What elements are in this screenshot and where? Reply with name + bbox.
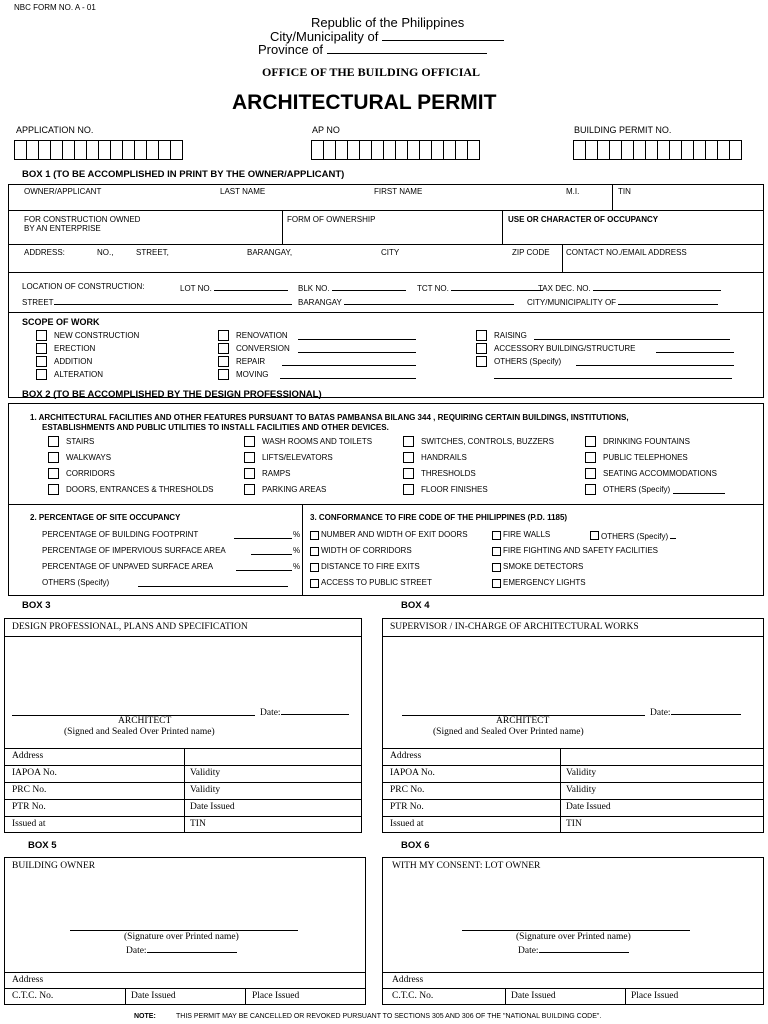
blk-no-field[interactable] <box>332 282 406 291</box>
box4-date: Date: <box>650 706 741 719</box>
application-no-label: APPLICATION NO. <box>16 125 94 135</box>
city-label: City/Municipality of <box>270 29 504 44</box>
detail-label: PTR No. <box>12 802 46 812</box>
note-text: THIS PERMIT MAY BE CANCELLED OR REVOKED PURSUANT TO SECTIONS 305 AND 306 OF THE "NATIONAL BUILDING CODE". <box>176 1013 602 1020</box>
detail-label: PRC No. <box>390 785 425 795</box>
box3-date: Date: <box>260 706 349 719</box>
specify-line[interactable] <box>576 357 734 366</box>
checkbox-label: SEATING ACCOMMODATIONS <box>603 469 717 478</box>
checkbox-label: FLOOR FINISHES <box>421 485 488 494</box>
checkbox-square[interactable] <box>218 330 229 341</box>
checkbox-label: DRINKING FOUNTAINS <box>603 437 690 446</box>
checkbox-fire-fighting-and-safety-facilities[interactable] <box>492 546 658 556</box>
form-number: NBC FORM NO. A - 01 <box>14 3 96 12</box>
street-field[interactable] <box>54 296 292 305</box>
office-title: OFFICE OF THE BUILDING OFFICIAL <box>262 65 481 79</box>
city-field[interactable] <box>382 32 504 41</box>
last-name-label: LAST NAME <box>220 187 266 196</box>
box5-title: BUILDING OWNER <box>12 861 96 871</box>
ap-no-label: AP NO <box>312 125 340 135</box>
checkbox-access-to-public-street[interactable] <box>310 578 432 588</box>
address-city-label: CITY <box>381 248 400 257</box>
specify-line[interactable] <box>280 370 416 379</box>
checkbox-square[interactable] <box>218 343 229 354</box>
checkbox-label: DOORS, ENTRANCES & THRESHOLDS <box>66 485 214 494</box>
location-label: LOCATION OF CONSTRUCTION: <box>22 282 145 291</box>
checkbox-square[interactable] <box>476 356 487 367</box>
checkbox-square[interactable] <box>48 452 59 463</box>
checkbox-label: ALTERATION <box>54 370 104 379</box>
barangay-field[interactable] <box>344 296 514 305</box>
box5-address-label: Address <box>12 975 44 985</box>
detail-label: IAPOA No. <box>390 768 435 778</box>
building-permit-no-field[interactable] <box>573 140 742 160</box>
detail-label: PRC No. <box>12 785 47 795</box>
box5-signature-caption: (Signature over Printed name) <box>124 932 239 942</box>
box4-details-table <box>382 748 764 833</box>
checkbox-label: DISTANCE TO FIRE EXITS <box>321 562 420 571</box>
republic-label: Republic of the Philippines <box>311 15 465 30</box>
checkbox-label: PUBLIC TELEPHONES <box>603 453 688 462</box>
box6-label: BOX 6 <box>401 840 430 851</box>
detail-label: Validity <box>190 768 221 778</box>
box6-place-issued-label: Place Issued <box>631 991 679 1001</box>
specify-line[interactable] <box>656 344 734 353</box>
checkbox-emergency-lights[interactable] <box>492 578 586 588</box>
box6-signature-caption: (Signature over Printed name) <box>516 932 631 942</box>
checkbox-square[interactable] <box>218 369 229 380</box>
tct-no-label: TCT NO. <box>417 282 543 294</box>
checkbox-label: STAIRS <box>66 437 95 446</box>
note-label: NOTE: <box>134 1013 156 1020</box>
tct-no-field[interactable] <box>451 282 543 291</box>
checkbox-label: EMERGENCY LIGHTS <box>503 578 586 587</box>
checkbox-square[interactable] <box>585 484 596 495</box>
box5-date: Date: <box>126 944 237 957</box>
detail-label: Validity <box>566 785 597 795</box>
checkbox-square[interactable] <box>218 356 229 367</box>
checkbox-label: WALKWAYS <box>66 453 112 462</box>
site-occupancy-label: PERCENTAGE OF IMPERVIOUS SURFACE AREA <box>42 546 226 555</box>
checkbox-square[interactable] <box>48 436 59 447</box>
detail-label: Validity <box>566 768 597 778</box>
checkbox-label: ACCESSORY BUILDING/STRUCTURE <box>494 344 636 353</box>
checkbox-label: PARKING AREAS <box>262 485 327 494</box>
percent-sign: % <box>293 530 301 539</box>
checkbox-square[interactable] <box>403 468 414 479</box>
address-street-label: STREET, <box>136 248 169 257</box>
detail-label: Address <box>390 751 422 761</box>
fire-code-title: 3. CONFORMANCE TO FIRE CODE OF THE PHILIPPINES (P.D. 1185) <box>310 513 568 522</box>
box6-frame <box>382 857 764 1005</box>
checkbox-label: RENOVATION <box>236 331 288 340</box>
checkbox-label: HANDRAILS <box>421 453 467 462</box>
checkbox-width-of-corridors[interactable] <box>310 546 412 556</box>
checkbox-label: ACCESS TO PUBLIC STREET <box>321 578 432 587</box>
enterprise-label-1: FOR CONSTRUCTION OWNED <box>24 215 141 224</box>
site-occupancy-field[interactable] <box>251 546 292 555</box>
checkbox-label: MOVING <box>236 370 269 379</box>
detail-label: TIN <box>190 819 206 829</box>
box4-architect: ARCHITECT <box>496 716 550 726</box>
checkbox-distance-to-fire-exits[interactable] <box>310 562 420 572</box>
site-occupancy-item <box>42 530 301 540</box>
enterprise-label-2: BY AN ENTERPRISE <box>24 224 101 233</box>
specify-line[interactable] <box>534 331 730 340</box>
checkbox-square[interactable] <box>403 436 414 447</box>
checkbox-label: FIRE WALLS <box>503 530 551 539</box>
site-occupancy-label: PERCENTAGE OF BUILDING FOOTPRINT <box>42 530 199 539</box>
checkbox-label: LIFTS/ELEVATORS <box>262 453 333 462</box>
checkbox-square[interactable] <box>36 369 47 380</box>
checkbox-square[interactable] <box>48 484 59 495</box>
specify-line[interactable] <box>298 344 416 353</box>
city-municipality-label: CITY/MUNICIPALITY OF <box>527 296 718 308</box>
specify-line[interactable] <box>282 357 416 366</box>
checkbox-label: NUMBER AND WIDTH OF EXIT DOORS <box>321 530 468 539</box>
site-occupancy-item <box>42 546 301 556</box>
site-occupancy-label: OTHERS (Specify) <box>42 578 110 587</box>
checkbox-label: SMOKE DETECTORS <box>503 562 584 571</box>
checkbox-square[interactable] <box>244 468 255 479</box>
detail-label: IAPOA No. <box>12 768 57 778</box>
site-occupancy-field[interactable] <box>234 530 292 539</box>
detail-label: Issued at <box>12 819 46 829</box>
address-barangay-label: BARANGAY, <box>247 248 293 257</box>
checkbox-number-and-width-of-exit-doors[interactable] <box>310 530 468 540</box>
detail-label: Date Issued <box>566 802 611 812</box>
box6-date: Date: <box>518 944 629 957</box>
checkbox-square[interactable] <box>36 356 47 367</box>
address-no-label: NO., <box>97 248 114 257</box>
form-ownership-label: FORM OF OWNERSHIP <box>287 215 376 224</box>
checkbox-label: ADDITION <box>54 357 93 366</box>
box6-title: WITH MY CONSENT: LOT OWNER <box>392 861 541 871</box>
box6-date-issued-label: Date Issued <box>511 991 556 1001</box>
province-field[interactable] <box>327 45 487 54</box>
contact-label: CONTACT NO./EMAIL ADDRESS <box>566 248 687 257</box>
box3-title: DESIGN PROFESSIONAL, PLANS AND SPECIFICATION <box>12 622 248 632</box>
checkbox-label: RAMPS <box>262 469 291 478</box>
checkbox-label: THRESHOLDS <box>421 469 476 478</box>
site-occupancy-field[interactable] <box>236 562 292 571</box>
owner-label: OWNER/APPLICANT <box>24 187 102 196</box>
box4-label: BOX 4 <box>401 600 430 611</box>
site-occupancy-item <box>42 562 301 572</box>
checkbox-square[interactable] <box>403 452 414 463</box>
page-title: ARCHITECTURAL PERMIT <box>232 91 497 114</box>
specify-line[interactable] <box>298 331 416 340</box>
checkbox-square[interactable] <box>403 484 414 495</box>
checkbox-smoke-detectors[interactable] <box>492 562 583 572</box>
box4-title: SUPERVISOR / IN-CHARGE OF ARCHITECTURAL WORKS <box>390 622 639 632</box>
checkbox-square[interactable] <box>36 343 47 354</box>
box6-signature-line[interactable] <box>462 930 690 931</box>
box1-heading: BOX 1 (TO BE ACCOMPLISHED IN PRINT BY THE OWNER/APPLICANT) <box>22 169 345 180</box>
city-municipality-field[interactable] <box>618 296 718 305</box>
application-no-field[interactable] <box>14 140 183 160</box>
checkbox-label: WASH ROOMS AND TOILETS <box>262 437 373 446</box>
detail-label: PTR No. <box>390 802 424 812</box>
box3-details-table <box>4 748 362 833</box>
checkbox-square[interactable] <box>244 436 255 447</box>
mi-label: M.I. <box>566 187 580 196</box>
box6-ctc-label: C.T.C. No. <box>392 991 434 1001</box>
box3-label: BOX 3 <box>22 600 51 611</box>
box5-signature-line[interactable] <box>70 930 298 931</box>
checkbox-square[interactable] <box>476 330 487 341</box>
box5-date-field[interactable] <box>147 944 237 953</box>
checkbox-label: CORRIDORS <box>66 469 115 478</box>
box3-signed: (Signed and Sealed Over Printed name) <box>64 727 215 737</box>
box5-frame <box>4 857 366 1005</box>
box3-date-field[interactable] <box>281 706 349 715</box>
detail-label: Validity <box>190 785 221 795</box>
checkbox-fire-walls[interactable] <box>492 530 550 540</box>
checkbox-square[interactable] <box>585 436 596 447</box>
checkbox-label: OTHERS (Specify) <box>603 485 671 494</box>
tax-dec-label: TAX DEC. NO. <box>538 282 721 294</box>
checkbox-square[interactable] <box>48 468 59 479</box>
use-occupancy-label: USE OR CHARACTER OF OCCUPANCY <box>508 215 659 224</box>
barangay-label: BARANGAY <box>298 296 514 308</box>
ap-no-field[interactable] <box>311 140 480 160</box>
first-name-label: FIRST NAME <box>374 187 423 196</box>
box5-place-issued-label: Place Issued <box>252 991 300 1001</box>
street-label: STREET <box>22 296 292 308</box>
site-occupancy-title: 2. PERCENTAGE OF SITE OCCUPANCY <box>30 513 181 522</box>
box4-date-field[interactable] <box>671 706 741 715</box>
detail-label: Issued at <box>390 819 424 829</box>
zip-code-label: ZIP CODE <box>512 248 550 257</box>
checkbox-label: CONVERSION <box>236 344 290 353</box>
detail-label: TIN <box>566 819 582 829</box>
detail-label: Address <box>12 751 44 761</box>
checkbox-square[interactable] <box>585 452 596 463</box>
scope-of-work-label: SCOPE OF WORK <box>22 317 100 327</box>
box5-ctc-label: C.T.C. No. <box>12 991 54 1001</box>
province-label: Province of <box>258 42 487 57</box>
checkbox-label: FIRE FIGHTING AND SAFETY FACILITIES <box>503 546 658 555</box>
address-label: ADDRESS: <box>24 248 65 257</box>
lot-no-field[interactable] <box>214 282 288 291</box>
checkbox-square[interactable] <box>585 468 596 479</box>
detail-label: Date Issued <box>190 802 235 812</box>
box6-date-field[interactable] <box>539 944 629 953</box>
owner-name-field[interactable] <box>12 198 608 209</box>
box4-signed: (Signed and Sealed Over Printed name) <box>433 727 584 737</box>
lot-no-label: LOT NO. <box>180 282 288 294</box>
checkbox-square[interactable] <box>36 330 47 341</box>
checkbox-label: RAISING <box>494 331 527 340</box>
checkbox-square[interactable] <box>476 343 487 354</box>
blk-no-label: BLK NO. <box>298 282 406 294</box>
tin-label: TIN <box>618 187 631 196</box>
box2-heading: BOX 2 (TO BE ACCOMPLISHED BY THE DESIGN PROFESSIONAL) <box>22 389 322 400</box>
checkbox-label: NEW CONSTRUCTION <box>54 331 140 340</box>
building-permit-no-label: BUILDING PERMIT NO. <box>574 125 672 135</box>
checkbox-label: ERECTION <box>54 344 96 353</box>
checkbox-label: REPAIR <box>236 357 266 366</box>
box3-architect: ARCHITECT <box>118 716 172 726</box>
checkbox-square[interactable] <box>244 452 255 463</box>
box6-address-label: Address <box>392 975 424 985</box>
percent-sign: % <box>293 546 301 555</box>
checkbox-label: WIDTH OF CORRIDORS <box>321 546 412 555</box>
site-occupancy-field[interactable] <box>138 578 288 587</box>
box5-date-issued-label: Date Issued <box>131 991 176 1001</box>
tax-dec-field[interactable] <box>593 282 721 291</box>
facilities-title-line2: ESTABLISHMENTS AND PUBLIC UTILITIES TO INSTALL FACILITIES AND OTHER DEVICES. <box>42 423 389 432</box>
percent-sign: % <box>293 562 301 571</box>
site-occupancy-label: PERCENTAGE OF UNPAVED SURFACE AREA <box>42 562 214 571</box>
facilities-title-line1: 1. ARCHITECTURAL FACILITIES AND OTHER FEATURES PURSUANT TO BATAS PAMBANSA BILANG 344 , REQUIRING CERTAIN BUILDINGS, INSTITUTIONS, <box>30 413 629 422</box>
box5-label: BOX 5 <box>28 840 57 851</box>
fire-code-others[interactable]: OTHERS (Specify) <box>590 530 676 542</box>
checkbox-label: SWITCHES, CONTROLS, BUZZERS <box>421 437 554 446</box>
scope-others-extra-line[interactable] <box>494 370 732 379</box>
specify-line[interactable] <box>673 485 725 494</box>
checkbox-square[interactable] <box>244 484 255 495</box>
checkbox-label: OTHERS (Specify) <box>494 357 562 366</box>
site-occupancy-item <box>42 578 109 588</box>
